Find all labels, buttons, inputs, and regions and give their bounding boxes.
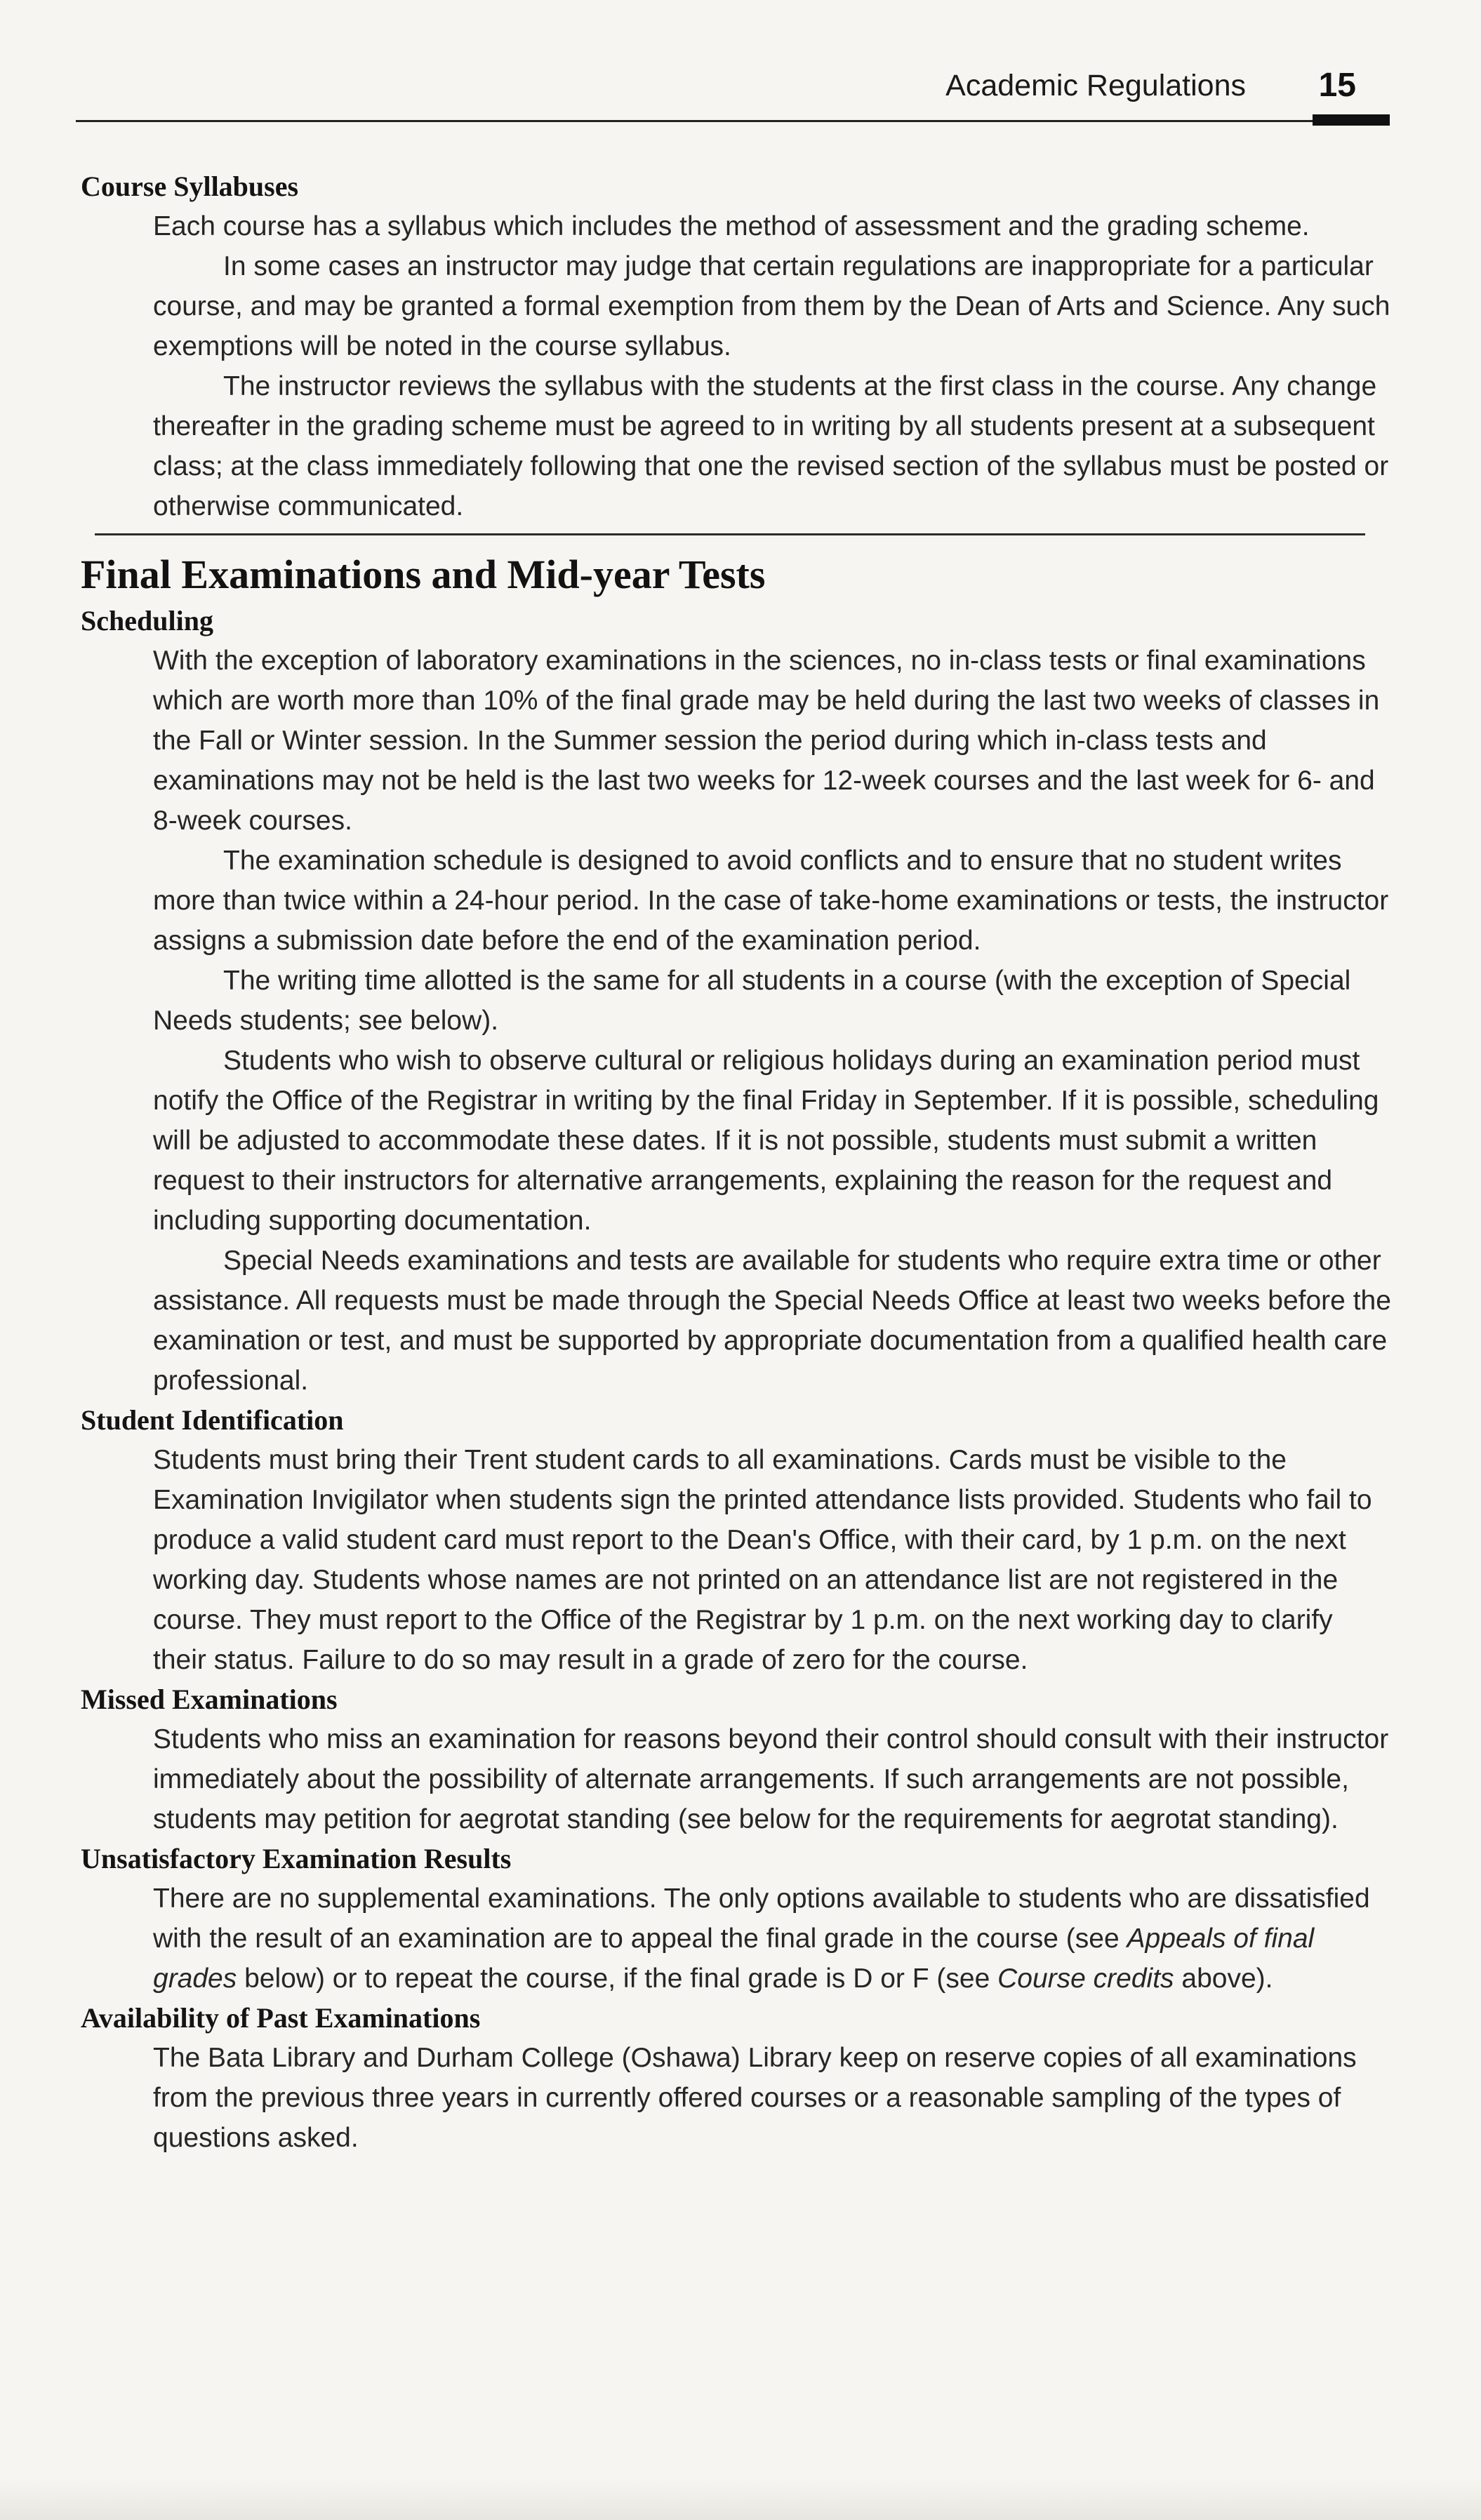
student-identification-paragraph: Students must bring their Trent student cards to all examinations. Cards must be visible to the Examination Invigilator when students sign the printed attendance lists provided. Students who fail to produce a valid student card must report to the Dean's Office, with their card, by 1 p.m. on the next working day. Students whose names are not printed on an attendance list are not registered in the course. They must report to the Office of the Registrar by 1 p.m. on the next working day to clarify their status. Failure to do so may result in a grade of zero for the course. <box>153 1445 1372 1675</box>
page-bottom-edge <box>0 2478 1481 2520</box>
course-syllabuses-paragraph-3: The instructor reviews the syllabus with the students at the first class in the course. Any change thereafter in the grading scheme must be agreed to in writing by all students present at a subsequent class; at the class immediately following that one the revised section of the syllabus must be posted or otherwise communicated. <box>153 371 1389 521</box>
past-examinations-heading: Availability of Past Examinations <box>81 2002 481 2034</box>
scheduling-paragraph-1: With the exception of laboratory examinations in the sciences, no in-class tests or final examinations which are worth more than 10% of the final grade may be held during the last two weeks of classes in the Fall or Winter session. In the Summer session the period during which in-class tests and examinations may not be held is the last two weeks for 12-week courses and the last week for 6- and 8-week courses. <box>153 646 1380 836</box>
scheduling-paragraph-2: The examination schedule is designed to avoid conflicts and to ensure that no student writes more than twice within a 24-hour period. In the case of take-home examinations or tests, the instructor assigns a submission date before the end of the examination period. <box>153 846 1389 956</box>
unsatisfactory-text-3: above). <box>1174 1964 1273 1994</box>
unsatisfactory-text-1: There are no supplemental examinations. The only options available to students who are dissatisfied with the result of an examination are to appeal the final grade in the course (see <box>153 1884 1370 1954</box>
unsatisfactory-results-heading: Unsatisfactory Examination Results <box>81 1843 512 1874</box>
page-number: 15 <box>1318 67 1356 104</box>
appeals-of-final-grades-reference: Appeals of final grades <box>153 1924 1315 1994</box>
final-examinations-heading: Final Examinations and Mid-year Tests <box>81 552 766 597</box>
scheduling-paragraph-4: Students who wish to observe cultural or religious holidays during an examination period must notify the Office of the Registrar in writing by the final Friday in September. If it is possible, scheduling will be adjusted to accommodate these dates. If it is not possible, students must submit a written request to their instructors for alternative arrangements, explaining the reason for the request and including supporting documentation. <box>153 1046 1379 1236</box>
unsatisfactory-results-paragraph <box>81 1879 1393 1999</box>
course-credits-reference: Course credits <box>997 1964 1174 1994</box>
course-syllabuses-heading: Course Syllabuses <box>81 171 299 202</box>
header-rule-tab <box>1313 114 1390 126</box>
section-divider <box>95 533 1365 535</box>
missed-examinations-paragraph: Students who miss an examination for reasons beyond their control should consult with their instructor immediately about the possibility of alternate arrangements. If such arrangements are not possible, students may petition for aegrotat standing (see below for the requirements for aegrotat standing). <box>153 1724 1389 1834</box>
past-examinations-paragraph: The Bata Library and Durham College (Oshawa) Library keep on reserve copies of all examinations from the previous three years in currently offered courses or a reasonable sampling of the types of questions asked. <box>153 2043 1357 2153</box>
running-header <box>77 65 1390 121</box>
page-content <box>81 167 1393 2158</box>
running-header-section: Academic Regulations <box>945 69 1246 102</box>
header-rule <box>76 120 1390 122</box>
scheduling-paragraph-3: The writing time allotted is the same for all students in a course (with the exception of Special Needs students; see below). <box>153 966 1351 1036</box>
student-identification-heading: Student Identification <box>81 1404 344 1436</box>
scheduling-heading: Scheduling <box>81 605 213 636</box>
scheduling-paragraph-5: Special Needs examinations and tests are available for students who require extra time or other assistance. All requests must be made through the Special Needs Office at least two weeks before the examination or test, and must be supported by appropriate documentation from a qualified health care professional. <box>153 1246 1391 1396</box>
missed-examinations-heading: Missed Examinations <box>81 1684 338 1715</box>
unsatisfactory-text-2: below) or to repeat the course, if the final grade is D or F (see <box>237 1964 998 1994</box>
course-syllabuses-paragraph-2: In some cases an instructor may judge that certain regulations are inappropriate for a particular course, and may be granted a formal exemption from them by the Dean of Arts and Science. Any such exemptions will be noted in the course syllabus. <box>153 251 1390 361</box>
course-syllabuses-paragraph-1: Each course has a syllabus which includes the method of assessment and the grading scheme. <box>153 211 1310 241</box>
